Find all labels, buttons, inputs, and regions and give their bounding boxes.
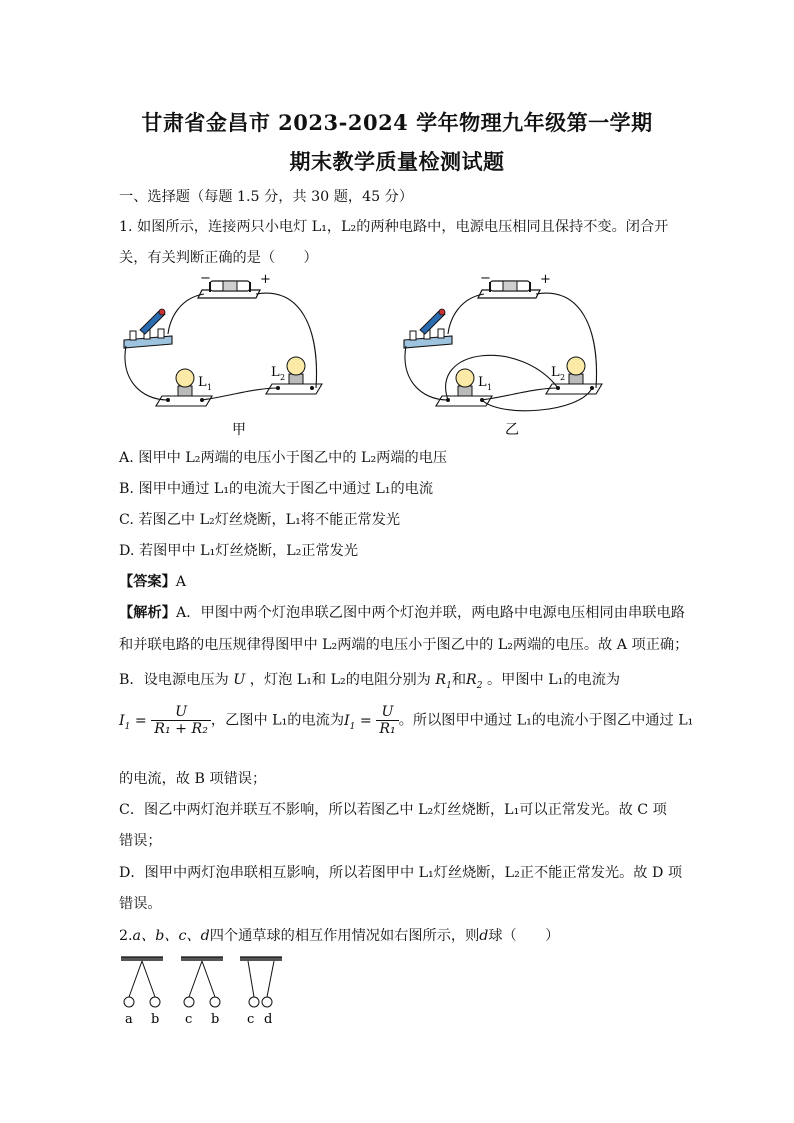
fig-label-jia: 甲: [232, 422, 246, 438]
analysis-text: B．设电源电压为: [119, 672, 229, 688]
battery-minus-label: −: [200, 271, 211, 286]
q1-analysis-d-line2: 错误。: [119, 896, 162, 912]
fraction-numerator: U: [376, 704, 398, 721]
symbol-i-letter: I: [119, 712, 125, 729]
q1-stem-line1: 1. 如图所示，连接两只小电灯 L₁，L₂的两种电路中，电源电压相同且保持不变。闭合开: [119, 219, 669, 235]
ball-pair-cd: [240, 957, 282, 1007]
q1-option-c: C. 若图乙中 L₂灯丝烧断，L₁将不能正常发光: [119, 512, 401, 528]
battery-minus-label: −: [480, 271, 491, 286]
q2-text: 四个通草球的相互作用情况如右图所示，则: [209, 928, 480, 944]
q1-answer: [119, 571, 186, 591]
wire: [405, 346, 448, 400]
lamp-l2-subscript: 2: [280, 373, 286, 382]
fraction-parallel: [376, 704, 398, 737]
battery-plus-label: +: [260, 272, 271, 287]
ball-label: c: [247, 1012, 255, 1027]
formula-i1-parallel: $I_1$ =: [344, 712, 377, 732]
q1-analysis-b-line2: [119, 704, 693, 737]
q1-analysis-c-line1: C．图乙中两灯泡并联互不影响，所以若图乙中 L₂灯丝烧断，L₁可以正常发光。故 C 项: [119, 802, 667, 818]
lamp-l1-subscript: 1: [487, 383, 493, 392]
answer-tag: 【答案】: [119, 574, 176, 590]
ball-label: a: [125, 1012, 133, 1027]
lamp-l1-label: L: [478, 375, 487, 390]
q1-analysis-b-line1: [119, 669, 620, 691]
q1-option-d: D. 若图甲中 L₁灯丝烧断，L₂正常发光: [119, 543, 359, 559]
wire: [256, 293, 317, 388]
fraction-numerator: U: [151, 704, 211, 721]
q2-variables: a、b、c、d: [132, 928, 210, 944]
document-title-line2: 期末教学质量检测试题: [289, 149, 505, 174]
lamp-l2-subscript: 2: [560, 373, 566, 382]
q1-option-a: A. 图甲中 L₂两端的电压小于图乙中的 L₂两端的电压: [119, 450, 448, 466]
analysis-tag: 【解析】: [119, 605, 176, 621]
formula-i1: $I_1$ =: [119, 712, 152, 732]
q1-analysis-a-line2: 和并联电路的电压规律得图甲中 L₂两端的电压小于图乙中的 L₂两端的电压。故 A 项正确；: [119, 637, 689, 653]
circuit-jia: [124, 271, 322, 406]
switch-icon: [404, 309, 452, 348]
q1-option-b: B. 图甲中通过 L₁的电流大于图乙中通过 L₁的电流: [119, 481, 434, 497]
analysis-text: ，乙图中 L₁的电流为: [210, 712, 345, 729]
symbol-i-letter: I: [344, 712, 350, 729]
battery-plus-label: +: [540, 272, 551, 287]
fig-label-yi: 乙: [505, 422, 519, 438]
section-heading: 一、选择题（每题 1.5 分，共 30 题，45 分）: [119, 189, 414, 205]
q1-circuit-figures: [110, 268, 630, 443]
document-title-line1: 甘肃省金昌市 2023-2024 学年物理九年级第一学期: [141, 110, 653, 135]
circuit-yi: [404, 271, 602, 411]
ball-label: d: [264, 1012, 273, 1027]
ball-label: c: [185, 1012, 193, 1027]
lamp-l2-label: L: [551, 365, 560, 380]
switch-icon: [124, 309, 172, 348]
symbol-r1: $R_1$: [435, 672, 452, 691]
wire: [536, 293, 597, 388]
analysis-text: ，灯泡 L₁和 L₂的电阻分别为: [249, 672, 431, 688]
q2-number: 2.: [119, 928, 133, 944]
analysis-text: 。甲图中 L₁的电流为: [486, 672, 621, 688]
wire: [448, 294, 484, 334]
q1-analysis-d-line1: D．图甲中两灯泡串联相互影响，所以若图甲中 L₁灯丝烧断，L₂正不能正常发光。故 D 项: [119, 865, 683, 881]
ball-label: b: [151, 1012, 160, 1027]
fraction-series: [151, 704, 211, 737]
q1-analysis-c-line2: 错误；: [119, 833, 162, 849]
ball-pair-ab: [121, 957, 163, 1007]
analysis-text: 。所以图甲中通过 L₁的电流小于图乙中通过 L₁: [398, 712, 694, 729]
q1-analysis-b-line3: 的电流，故 B 项错误；: [119, 771, 267, 787]
wire: [125, 346, 168, 400]
answer-value: A: [175, 574, 187, 590]
ball-label: b: [211, 1012, 220, 1027]
analysis-text: A．甲图中两个灯泡串联乙图中两个灯泡并联，两电路中电源电压相同由串联电路: [176, 605, 685, 621]
fraction-denominator: R₁ + R₂: [154, 721, 208, 737]
wire: [168, 294, 204, 334]
lamp-l2-label: L: [271, 365, 280, 380]
q2-pith-ball-figure: [115, 952, 290, 1032]
q2-text: 球（ ）: [488, 928, 560, 944]
lamp-l1-label: L: [198, 375, 207, 390]
symbol-r2: $R_2$: [466, 672, 483, 691]
analysis-text: 和: [451, 672, 467, 688]
q1-analysis-a-line1: [119, 602, 685, 622]
lamp-l1-subscript: 1: [207, 383, 213, 392]
q2-stem: [119, 925, 559, 945]
symbol-r2-letter: R: [466, 672, 477, 688]
q1-stem-line2: 关，有关判断正确的是（ ）: [119, 250, 318, 266]
symbol-u: U: [233, 672, 246, 688]
symbol-r1-letter: R: [435, 672, 447, 688]
ball-pair-cb: [181, 957, 223, 1007]
fraction-denominator: R₁: [379, 721, 396, 737]
q2-ball-d: d: [479, 928, 489, 944]
